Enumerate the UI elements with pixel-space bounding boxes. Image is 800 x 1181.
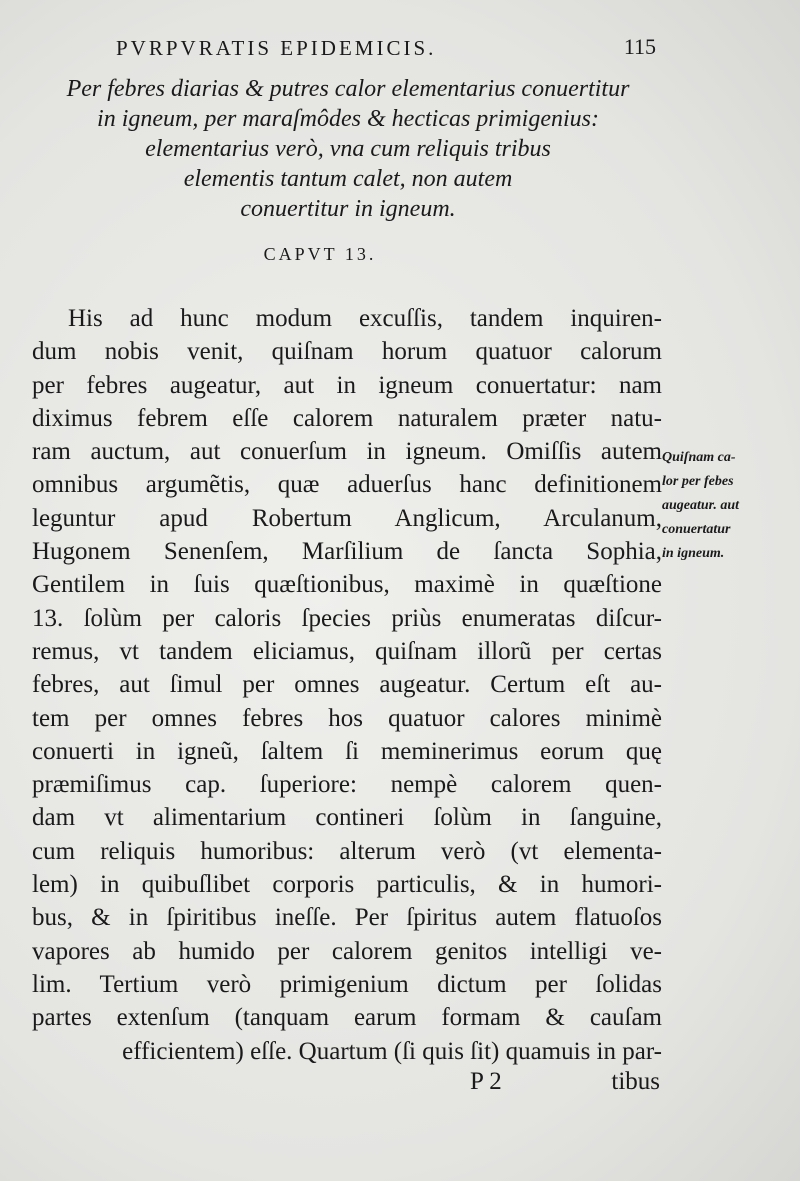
body-line: bus, & in ſpiritibus ineſſe. Per ſpiritus autem flatuoſos xyxy=(32,904,662,932)
body-line: omnibus argumẽtis, quæ aduerſus hanc definitionem xyxy=(32,471,662,499)
margin-note-line: lor per febes xyxy=(662,474,734,489)
body-line: ram auctum, aut conuerſum in igneum. Omiſſis autem xyxy=(32,438,662,466)
body-line: lem) in quibuſlibet corporis particulis, & in humori- xyxy=(32,871,662,899)
body-line: Gentilem in ſuis quæſtionibus, maximè in quæſtione xyxy=(32,571,662,599)
body-line: lim. Tertium verò primigenium dictum per ſolidas xyxy=(32,970,662,998)
body-line: dum nobis venit, quiſnam horum quatuor calorum xyxy=(32,338,662,366)
chapter-heading: CAPVT 13. xyxy=(263,244,377,264)
body-line: Hugonem Senenſem, Marſilium de ſancta Sophia, xyxy=(32,538,662,566)
body-line: vapores ab humido per calorem genitos intelligi ve- xyxy=(32,937,662,965)
body-line: diximus febrem eſſe calorem naturalem præter natu- xyxy=(32,404,662,432)
margin-note xyxy=(662,446,798,566)
margin-note-line: in igneum. xyxy=(662,546,725,561)
running-head: PVRPVRATIS EPIDEMICIS. xyxy=(116,36,437,60)
chapter-summary xyxy=(28,74,668,224)
summary-line: elementis tantum calet, non autem xyxy=(183,166,513,192)
summary-line: Per febres diarias & putres calor elementarius conuertitur xyxy=(66,76,630,102)
body-line: tem per omnes febres hos quatuor calores minimè xyxy=(32,704,662,732)
body-line: præmiſimus cap. ſuperiore: nempè calorem quen- xyxy=(32,771,662,799)
catchword: tibus xyxy=(611,1068,660,1095)
body-text xyxy=(32,302,662,1068)
body-line: cum reliquis humoribus: alterum verò (vt elementa- xyxy=(32,837,662,865)
summary-line: elementarius verò, vna cum reliquis tribus xyxy=(145,136,551,162)
body-line: partes extenſum (tanquam earum formam & cauſam xyxy=(32,1004,662,1032)
body-line: efficientem) eſſe. Quartum (ſi quis ſit) quamuis in par- xyxy=(122,1037,662,1065)
body-line: conuerti in igneũ, ſaltem ſi meminerimus eorum quę xyxy=(32,737,662,765)
summary-line: conuertitur in igneum. xyxy=(240,196,456,222)
margin-note-line: augeatur. aut xyxy=(662,498,740,513)
margin-note-line: Quiſnam ca- xyxy=(662,450,736,465)
summary-line: in igneum, per maraſmôdes & hecticas primigenius: xyxy=(97,106,599,132)
body-line: 13. ſolùm per caloris ſpecies priùs enumeratas diſcur- xyxy=(32,604,662,632)
margin-note-line: conuertatur xyxy=(662,522,731,537)
page-number: 115 xyxy=(623,34,656,59)
body-line: leguntur apud Robertum Anglicum, Arculanum, xyxy=(32,504,662,532)
signature-mark: P 2 xyxy=(470,1068,502,1095)
body-line: His ad hunc modum excuſſis, tandem inquiren- xyxy=(68,305,662,332)
body-line: febres, aut ſimul per omnes augeatur. Certum eſt au- xyxy=(32,671,662,699)
body-line: per febres augeatur, aut in igneum conuertatur: nam xyxy=(32,371,662,399)
body-line: remus, vt tandem eliciamus, quiſnam illorũ per certas xyxy=(32,637,662,665)
body-line: dam vt alimentarium contineri ſolùm in ſanguine, xyxy=(32,804,662,832)
page-header xyxy=(110,36,660,66)
